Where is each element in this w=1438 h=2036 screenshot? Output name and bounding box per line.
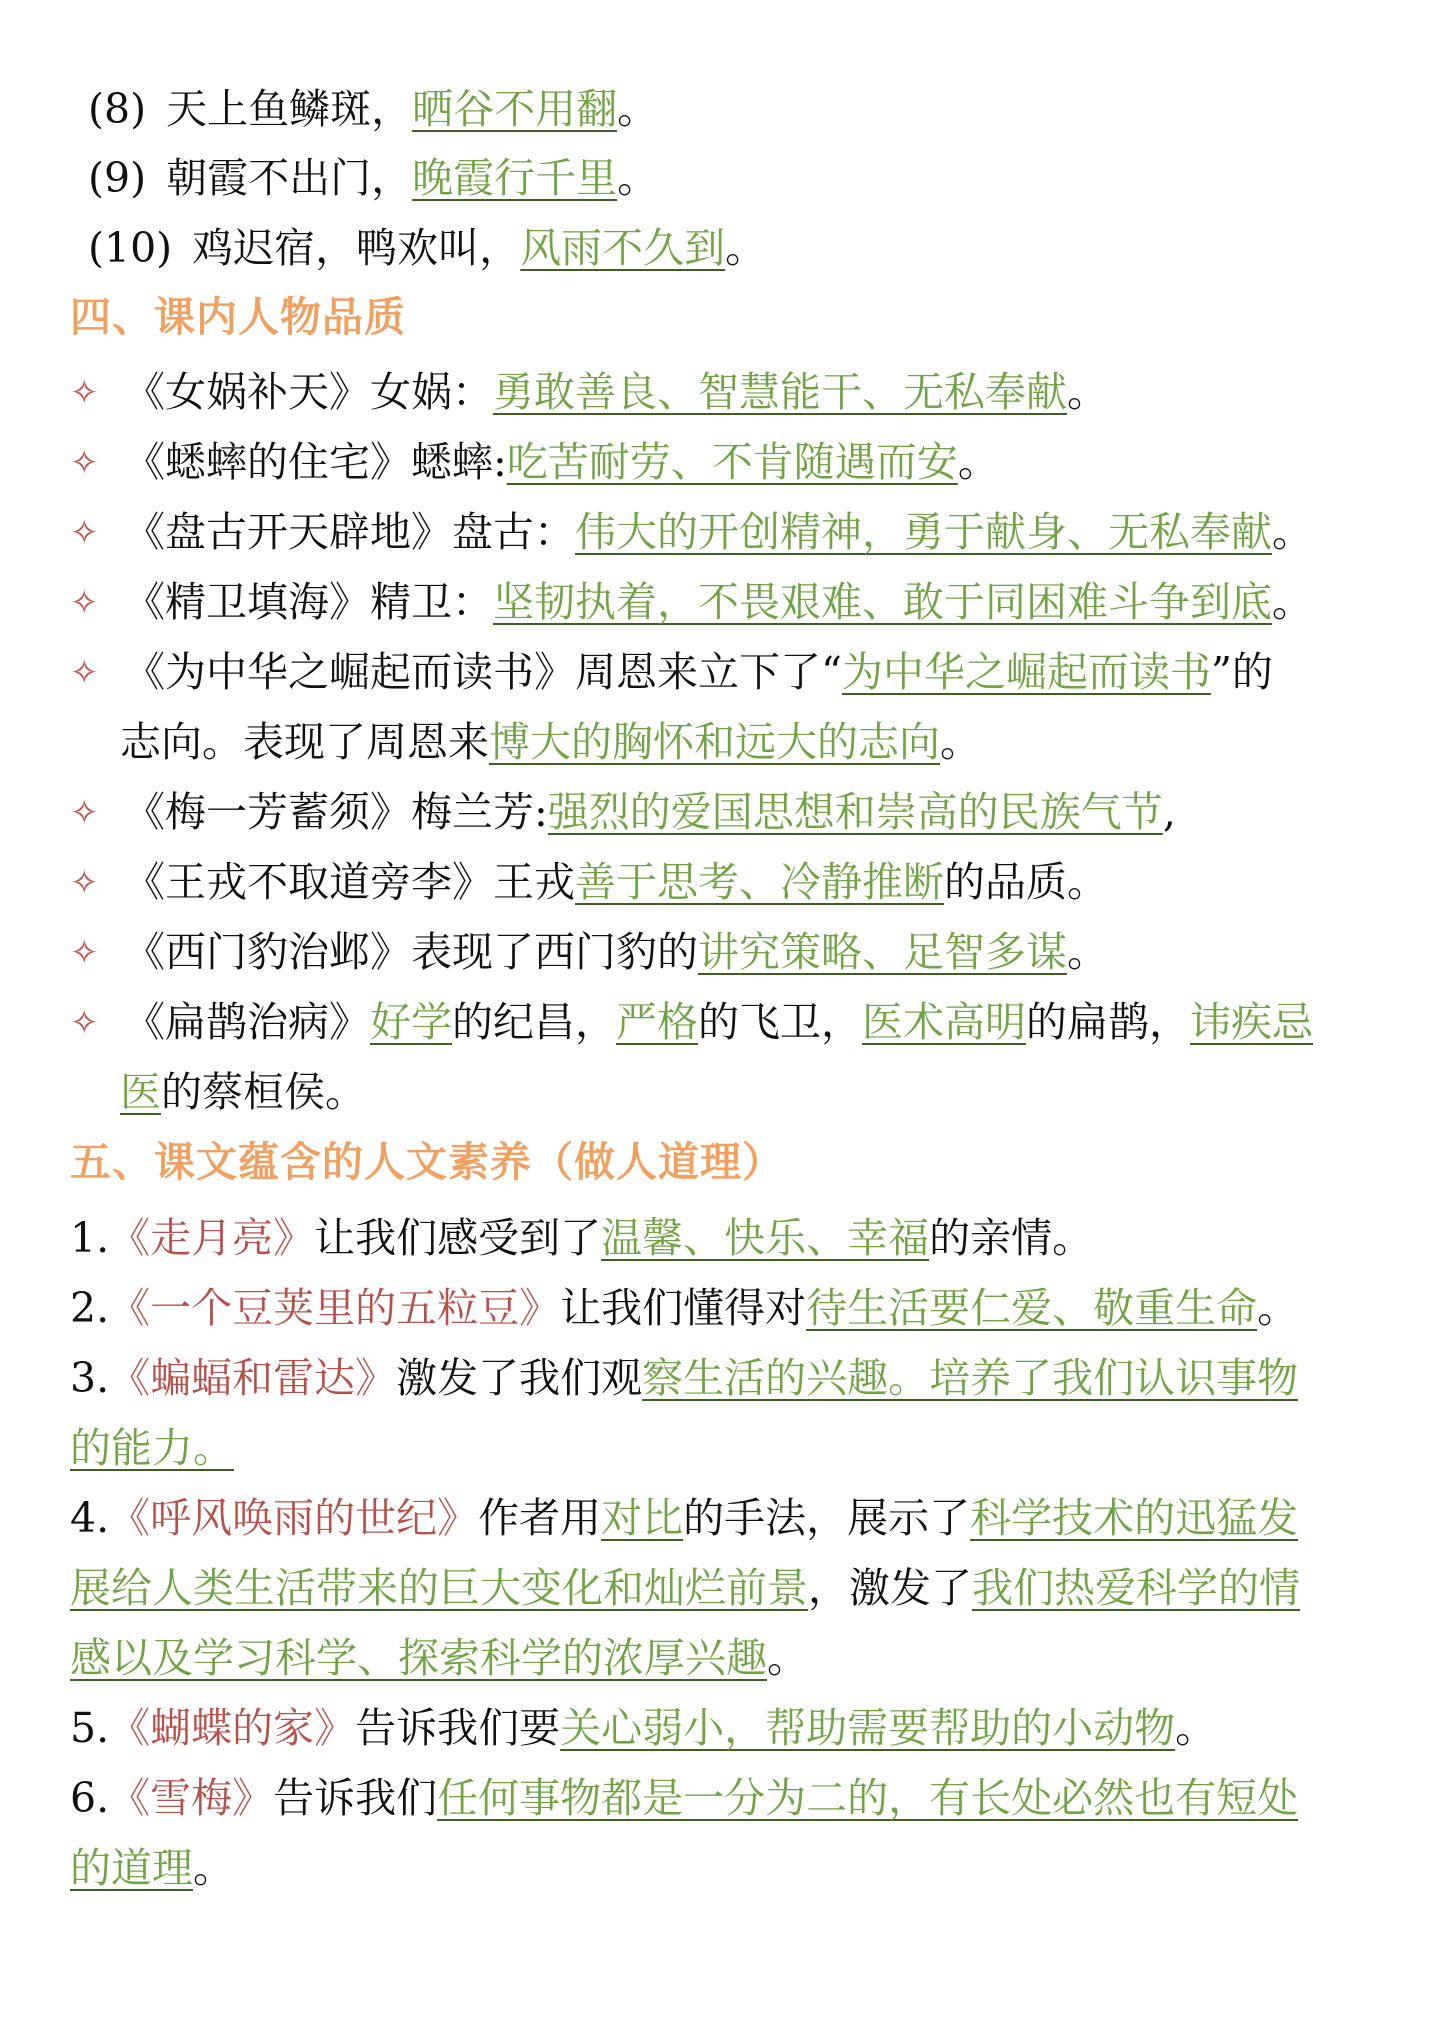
- star-outline-icon: ✧: [70, 513, 99, 553]
- item-text: 《扁鹊治病》: [124, 998, 370, 1046]
- answer-text: 医术高明: [862, 998, 1026, 1046]
- punctuation: 。: [767, 1634, 808, 1682]
- answer-text: 科学技术的迅猛发: [970, 1494, 1299, 1542]
- character-item-3: [70, 496, 1380, 568]
- star-outline-icon: ✧: [70, 373, 99, 413]
- item-number: (8): [88, 85, 147, 133]
- answer-text: 温馨、快乐、幸福: [601, 1214, 930, 1262]
- character-item-7: [70, 846, 1380, 918]
- item-text: 的扁鹊，: [1026, 998, 1190, 1046]
- answer-text: 为中华之崛起而读书: [841, 648, 1211, 696]
- answer-text: 伟大的开创精神，勇于献身、无私奉献: [575, 508, 1272, 556]
- item-text: 《蟋蟀的住宅》蟋蟀:: [124, 438, 507, 486]
- lesson-title: 《雪梅》: [109, 1774, 274, 1822]
- answer-text: 强烈的爱国思想和崇高的民族气节: [547, 788, 1163, 836]
- item-text: 的飞卫，: [698, 998, 862, 1046]
- item-text: 《西门豹治邺》表现了西门豹的: [124, 928, 698, 976]
- lesson-title: 《蝙蝠和雷达》: [109, 1354, 397, 1402]
- punctuation: 。: [957, 438, 999, 486]
- item-text: 《盘古开天辟地》盘古：: [124, 508, 575, 556]
- answer-text: 晒谷不用翻: [412, 85, 618, 133]
- answer-text: 的道理: [70, 1844, 193, 1892]
- punctuation: ,: [1162, 788, 1176, 836]
- answer-text: 博大的胸怀和远大的志向: [489, 718, 940, 766]
- star-outline-icon: ✧: [70, 1003, 99, 1043]
- answer-text: 察生活的兴趣。培养了我们认识事物: [642, 1354, 1299, 1402]
- proverb-line-8: [88, 73, 1398, 145]
- item-text: ，激发了: [808, 1564, 972, 1612]
- answer-text: 关心弱小，帮助需要帮助的小动物: [560, 1704, 1176, 1752]
- star-outline-icon: ✧: [70, 653, 99, 693]
- character-item-4: [70, 566, 1380, 638]
- punctuation: 。: [1272, 578, 1313, 626]
- punctuation: 。: [1067, 928, 1108, 976]
- character-item-9: [70, 986, 1380, 1058]
- item-number: 1.: [70, 1214, 110, 1262]
- lesson-item-4-line-3: [70, 1622, 1380, 1694]
- answer-text: 坚韧执着，不畏艰难、敢于同困难斗争到底: [493, 578, 1272, 626]
- section-4-heading: 四、课内人物品质: [70, 293, 406, 341]
- item-number: 5.: [70, 1704, 110, 1752]
- punctuation: 。: [1257, 1284, 1299, 1332]
- answer-text: 我们热爱科学的情: [972, 1564, 1300, 1612]
- punctuation: 。: [1067, 368, 1108, 416]
- answer-text: 对比: [601, 1494, 684, 1542]
- item-text: 《精卫填海》精卫：: [124, 578, 493, 626]
- lesson-item-5: [70, 1692, 1380, 1764]
- item-number: 3.: [70, 1354, 110, 1402]
- lesson-title: 《走月亮》: [109, 1214, 315, 1262]
- character-item-9-continued: [120, 1056, 1380, 1128]
- item-text: 的手法，展示了: [683, 1494, 971, 1542]
- character-item-5: [70, 636, 1380, 708]
- item-text: 告诉我们要: [355, 1704, 561, 1752]
- lesson-title: 《呼风唤雨的世纪》: [109, 1494, 479, 1542]
- character-item-8: [70, 916, 1380, 988]
- star-outline-icon: ✧: [70, 863, 99, 903]
- character-item-5-continued: [120, 706, 1380, 778]
- answer-text: 医: [120, 1068, 161, 1116]
- punctuation: 。: [940, 718, 981, 766]
- item-text: 志向。表现了周恩来: [120, 718, 489, 766]
- character-item-6: [70, 776, 1380, 848]
- lesson-item-3: [70, 1342, 1380, 1414]
- lesson-item-4: [70, 1482, 1380, 1554]
- star-outline-icon: ✧: [70, 933, 99, 973]
- star-outline-icon: ✧: [70, 793, 99, 833]
- answer-text: 勇敢善良、智慧能干、无私奉献: [493, 368, 1067, 416]
- item-text: 的纪昌，: [452, 998, 616, 1046]
- item-number: (10): [88, 224, 173, 272]
- item-text: 《为中华之崛起而读书》周恩来立下了“: [124, 648, 842, 696]
- proverb-text: 朝霞不出门，: [166, 154, 413, 202]
- lesson-title: 《蝴蝶的家》: [109, 1704, 356, 1752]
- star-outline-icon: ✧: [70, 443, 99, 483]
- character-item-1: [70, 356, 1380, 428]
- item-text: 告诉我们: [273, 1774, 438, 1822]
- item-text: ”的: [1210, 648, 1273, 696]
- punctuation: 。: [1175, 1704, 1217, 1752]
- item-number: 4.: [70, 1494, 110, 1542]
- lesson-item-6-continued: [70, 1832, 1380, 1904]
- answer-text: 讳疾忌: [1190, 998, 1313, 1046]
- answer-text: 好学: [370, 998, 452, 1046]
- item-text: 《女娲补天》女娲：: [124, 368, 493, 416]
- answer-text: 讲究策略、足智多谋: [698, 928, 1067, 976]
- punctuation: 。: [617, 154, 659, 202]
- lesson-item-6: [70, 1762, 1380, 1834]
- answer-text: 严格: [616, 998, 698, 1046]
- answer-text: 待生活要仁爱、敬重生命: [806, 1284, 1258, 1332]
- answer-text: 任何事物都是一分为二的，有长处必然也有短处: [437, 1774, 1299, 1822]
- item-text: 的蔡桓侯。: [161, 1068, 366, 1116]
- item-number: 6.: [70, 1774, 110, 1822]
- proverb-text: 天上鱼鳞斑，: [166, 85, 413, 133]
- item-text: 激发了我们观: [396, 1354, 643, 1402]
- item-text: 让我们感受到了: [314, 1214, 602, 1262]
- character-item-2: [70, 426, 1380, 498]
- star-outline-icon: ✧: [70, 583, 99, 623]
- lesson-item-4-line-2: [70, 1552, 1380, 1624]
- answer-text: 感以及学习科学、探索科学的浓厚兴趣: [70, 1634, 767, 1682]
- item-text: 作者用: [478, 1494, 602, 1542]
- item-text: 《梅一芳蓄须》梅兰芳:: [124, 788, 548, 836]
- proverb-line-9: [88, 142, 1398, 214]
- proverb-text: 鸡迟宿，鸭欢叫，: [192, 224, 521, 272]
- punctuation: 。: [725, 224, 767, 272]
- answer-text: 的能力。: [70, 1424, 234, 1472]
- proverb-line-10: [88, 212, 1398, 284]
- section-5-heading: 五、课文蕴含的人文素养（做人道理）: [70, 1138, 784, 1186]
- item-text: 的品质。: [944, 858, 1108, 906]
- answer-text: 吃苦耐劳、不肯随遇而安: [506, 438, 958, 486]
- item-number: (9): [88, 154, 147, 202]
- lesson-item-3-continued: [70, 1412, 1380, 1484]
- item-text: 让我们懂得对: [560, 1284, 807, 1332]
- lesson-item-2: [70, 1272, 1380, 1344]
- answer-text: 善于思考、冷静推断: [575, 858, 944, 906]
- item-text: 的亲情。: [929, 1214, 1094, 1262]
- answer-text: 晚霞行千里: [412, 154, 618, 202]
- item-text: 《王戎不取道旁李》王戎: [124, 858, 575, 906]
- answer-text: 风雨不久到: [520, 224, 726, 272]
- lesson-item-1: [70, 1202, 1380, 1274]
- lesson-title: 《一个豆荚里的五粒豆》: [109, 1284, 561, 1332]
- punctuation: 。: [1272, 508, 1313, 556]
- punctuation: 。: [617, 85, 659, 133]
- answer-text: 展给人类生活带来的巨大变化和灿烂前景: [70, 1564, 808, 1612]
- item-number: 2.: [70, 1284, 110, 1332]
- punctuation: 。: [193, 1844, 234, 1892]
